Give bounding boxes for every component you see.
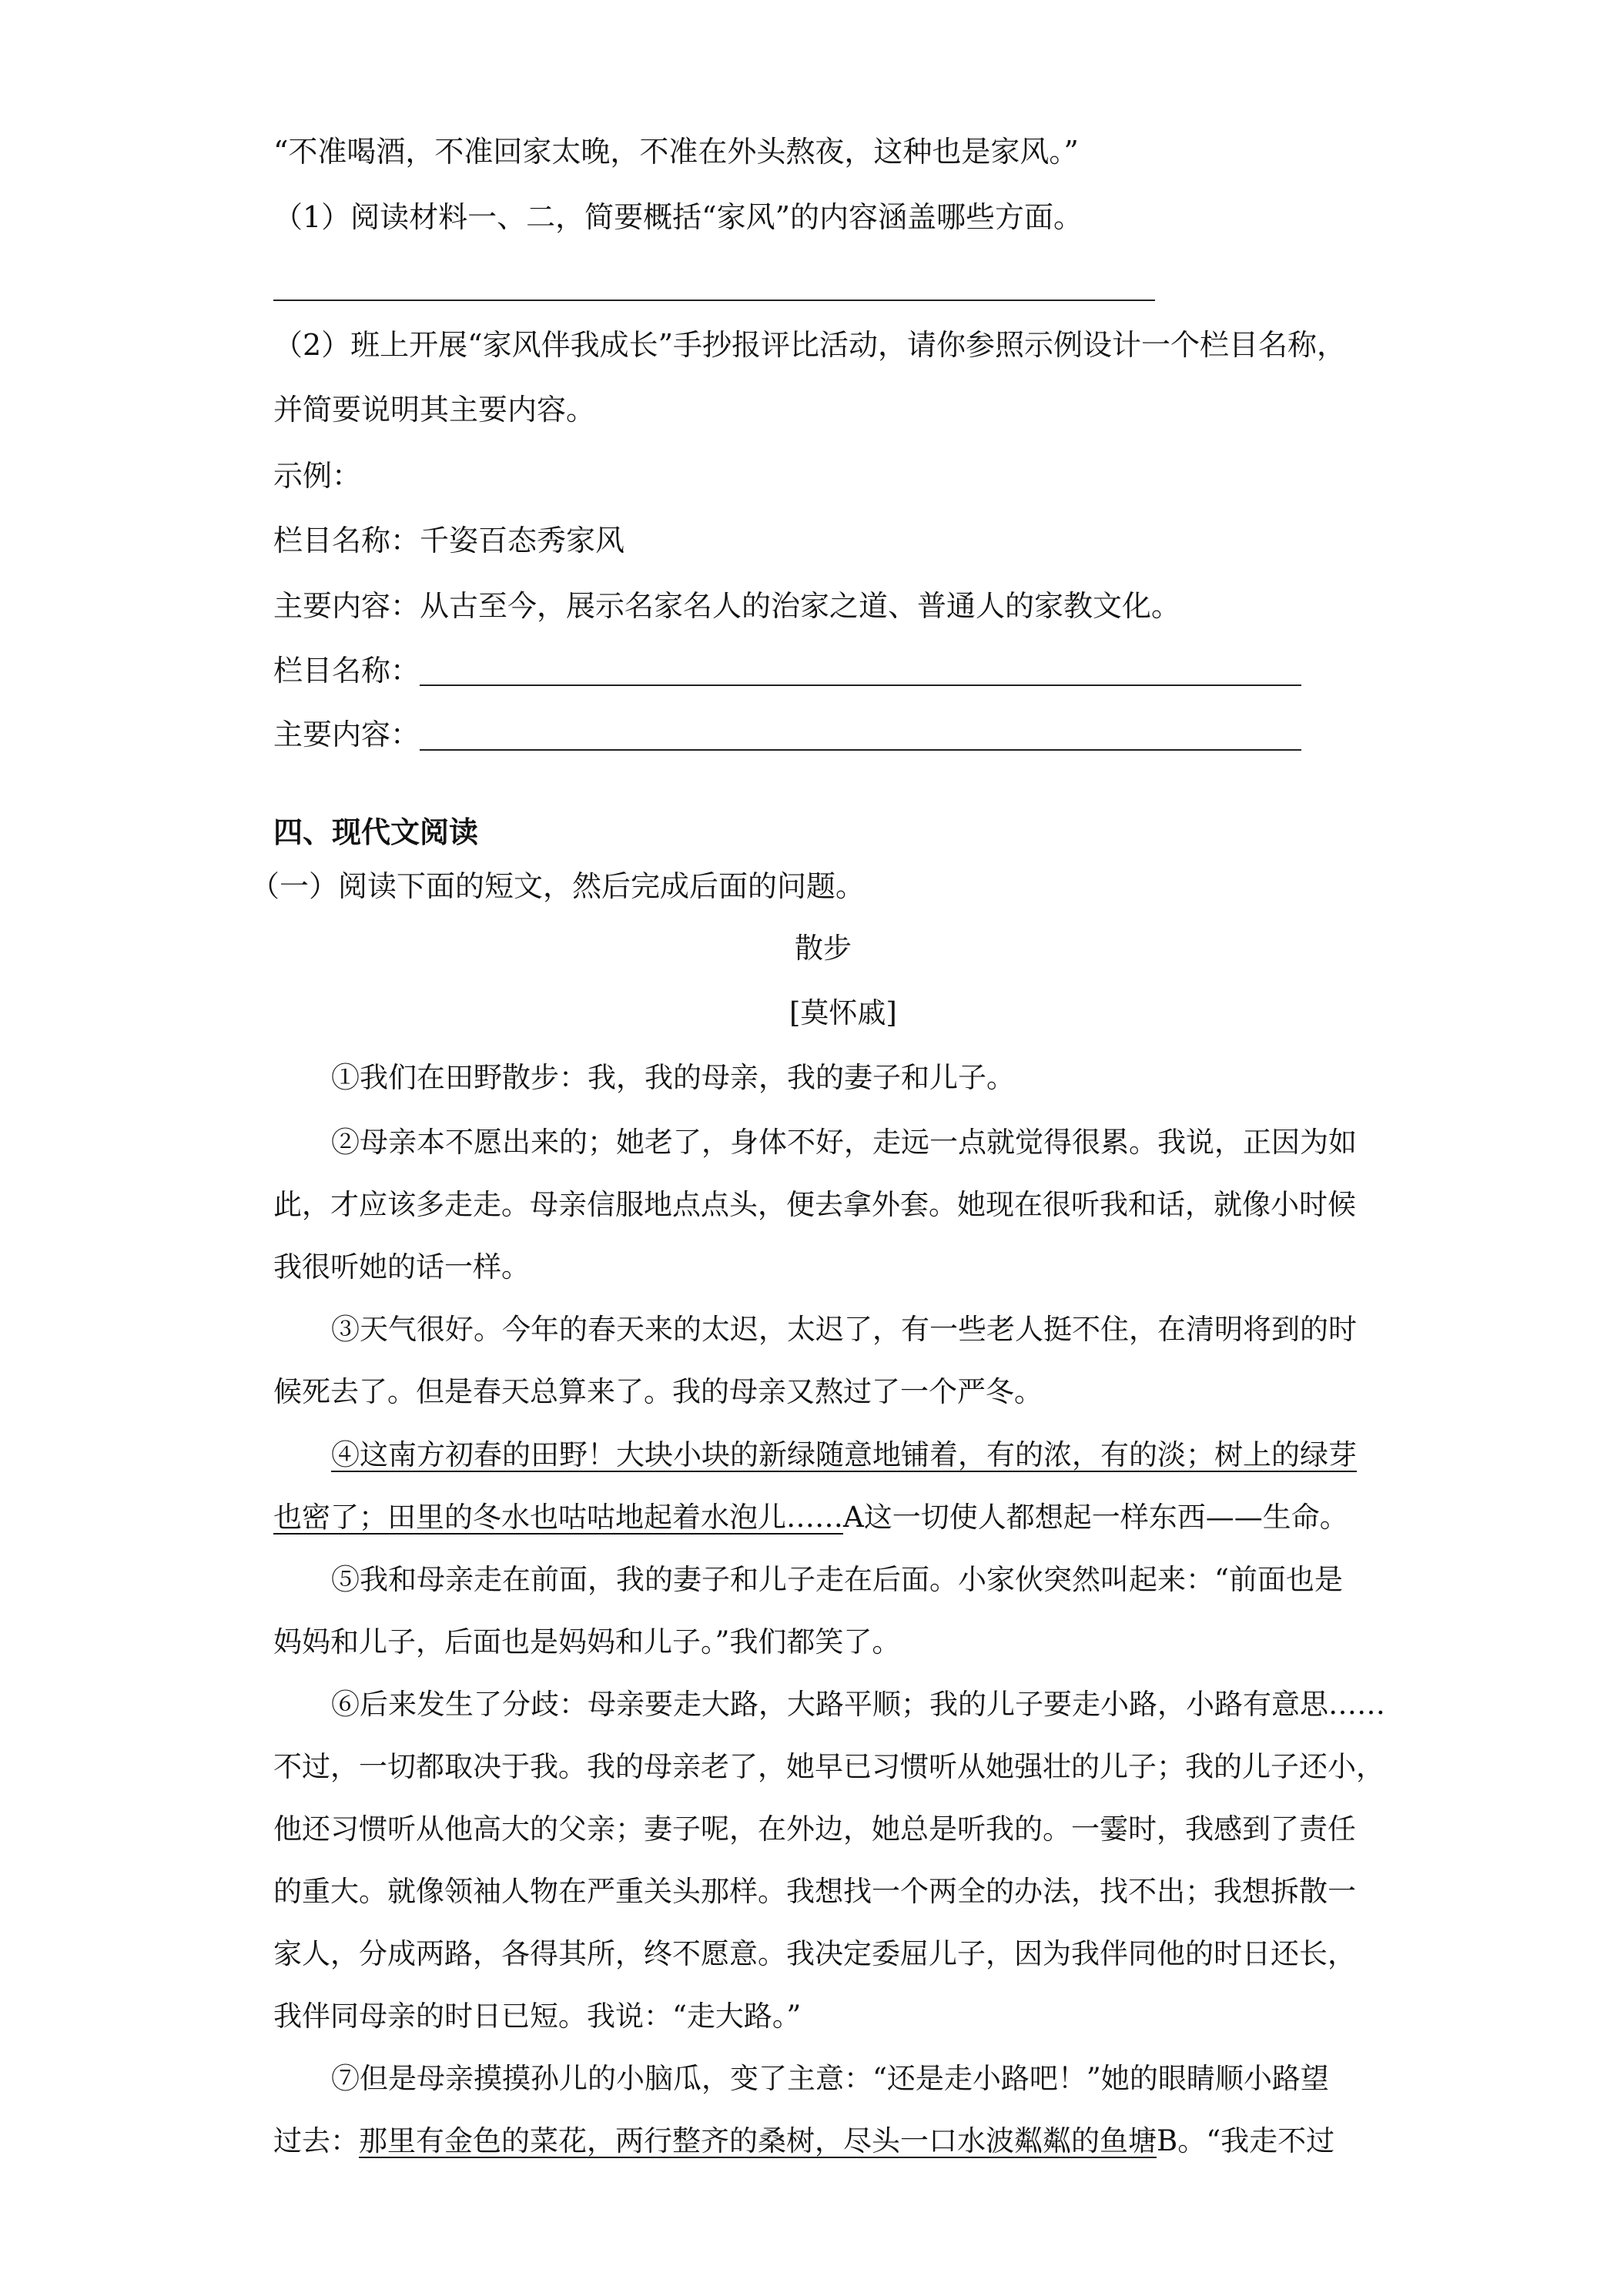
paragraph-4-line-2 bbox=[273, 1498, 1348, 1537]
column-name-label: 栏目名称： bbox=[273, 654, 420, 688]
example-content: 主要内容：从古至今，展示名家名人的治家之道、普通人的家教文化。 bbox=[273, 589, 1181, 623]
paragraph-7-rest: B。“我走不过 bbox=[1157, 2124, 1335, 2157]
paragraph-5-line-2: 妈妈和儿子，后面也是妈妈和儿子。”我们都笑了。 bbox=[273, 1625, 901, 1658]
paragraph-2-line-3: 我很听她的话一样。 bbox=[273, 1250, 530, 1284]
paragraph-6-line-5: 家人，分成两路，各得其所，终不愿意。我决定委屈儿子，因为我伴同他的时日还长， bbox=[273, 1937, 1356, 1970]
article-author: [莫怀戚] bbox=[789, 996, 897, 1029]
paragraph-3-line-1: ③天气很好。今年的春天来的太迟，太迟了，有一些老人挺不住，在清明将到的时 bbox=[331, 1313, 1357, 1346]
question-1: （1）阅读材料一、二，简要概括“家风”的内容涵盖哪些方面。 bbox=[273, 200, 1083, 234]
example-label: 示例： bbox=[273, 459, 362, 493]
paragraph-6-line-1: ⑥后来发生了分歧：母亲要走大路，大路平顺；我的儿子要走小路，小路有意思…… bbox=[331, 1688, 1385, 1721]
paragraph-6-line-6: 我伴同母亲的时日已短。我说：“走大路。” bbox=[273, 2000, 802, 2033]
paragraph-6-line-3: 他还习惯听从他高大的父亲；妻子呢，在外边，她总是听我的。一霎时，我感到了责任 bbox=[273, 1812, 1356, 1846]
paragraph-2-line-2: 此，才应该多走走。母亲信服地点点头，便去拿外套。她现在很听我和话，就像小时候 bbox=[273, 1188, 1356, 1221]
paragraph-7-line-2 bbox=[273, 2122, 1334, 2160]
main-content-answer-line[interactable] bbox=[420, 749, 1301, 751]
article-title: 散步 bbox=[795, 932, 852, 965]
main-content-label: 主要内容： bbox=[273, 718, 420, 751]
paragraph-5-line-1: ⑤我和母亲走在前面，我的妻子和儿子走在后面。小家伙突然叫起来：“前面也是 bbox=[331, 1563, 1343, 1596]
paragraph-7-line-1: ⑦但是母亲摸摸孙儿的小脑瓜，变了主意：“还是走小路吧！”她的眼睛顺小路望 bbox=[331, 2062, 1329, 2095]
paragraph-1: ①我们在田野散步：我，我的母亲，我的妻子和儿子。 bbox=[331, 1061, 1015, 1094]
paragraph-4-underlined: 也密了；田里的冬水也咕咕地起着水泡儿…… bbox=[273, 1501, 843, 1534]
section-instruction: （一）阅读下面的短文，然后完成后面的问题。 bbox=[250, 869, 866, 903]
question-2-line-1: （2）班上开展“家风伴我成长”手抄报评比活动，请你参照示例设计一个栏目名称， bbox=[273, 328, 1347, 362]
paragraph-3-line-2: 候死去了。但是春天总算来了。我的母亲又熬过了一个严冬。 bbox=[273, 1375, 1043, 1408]
paragraph-7-underlined: 那里有金色的菜花，两行整齐的桑树，尽头一口水波粼粼的鱼塘 bbox=[359, 2124, 1157, 2157]
paragraph-7-prefix: 过去： bbox=[273, 2124, 359, 2157]
answer-line-1[interactable] bbox=[273, 300, 1155, 301]
example-column: 栏目名称：千姿百态秀家风 bbox=[273, 524, 625, 557]
paragraph-2-line-1: ②母亲本不愿出来的；她老了，身体不好，走远一点就觉得很累。我说，正因为如 bbox=[331, 1126, 1357, 1159]
paragraph-4-line-1: ④这南方初春的田野！大块小块的新绿随意地铺着，有的浓，有的淡；树上的绿芽 bbox=[331, 1438, 1357, 1471]
paragraph-4-rest: A这一切使人都想起一样东西——生命。 bbox=[843, 1501, 1348, 1534]
paragraph-6-line-4: 的重大。就像领袖人物在严重关头那样。我想找一个两全的办法，找不出；我想拆散一 bbox=[273, 1875, 1356, 1908]
quote-line: “不准喝酒，不准回家太晚，不准在外头熬夜，这种也是家风。” bbox=[273, 135, 1079, 169]
question-2-line-2: 并简要说明其主要内容。 bbox=[273, 393, 596, 427]
column-name-answer-line[interactable] bbox=[420, 684, 1301, 686]
paragraph-6-line-2: 不过，一切都取决于我。我的母亲老了，她早已习惯听从她强壮的儿子；我的儿子还小， bbox=[273, 1750, 1385, 1783]
section-heading: 四、现代文阅读 bbox=[273, 815, 479, 849]
